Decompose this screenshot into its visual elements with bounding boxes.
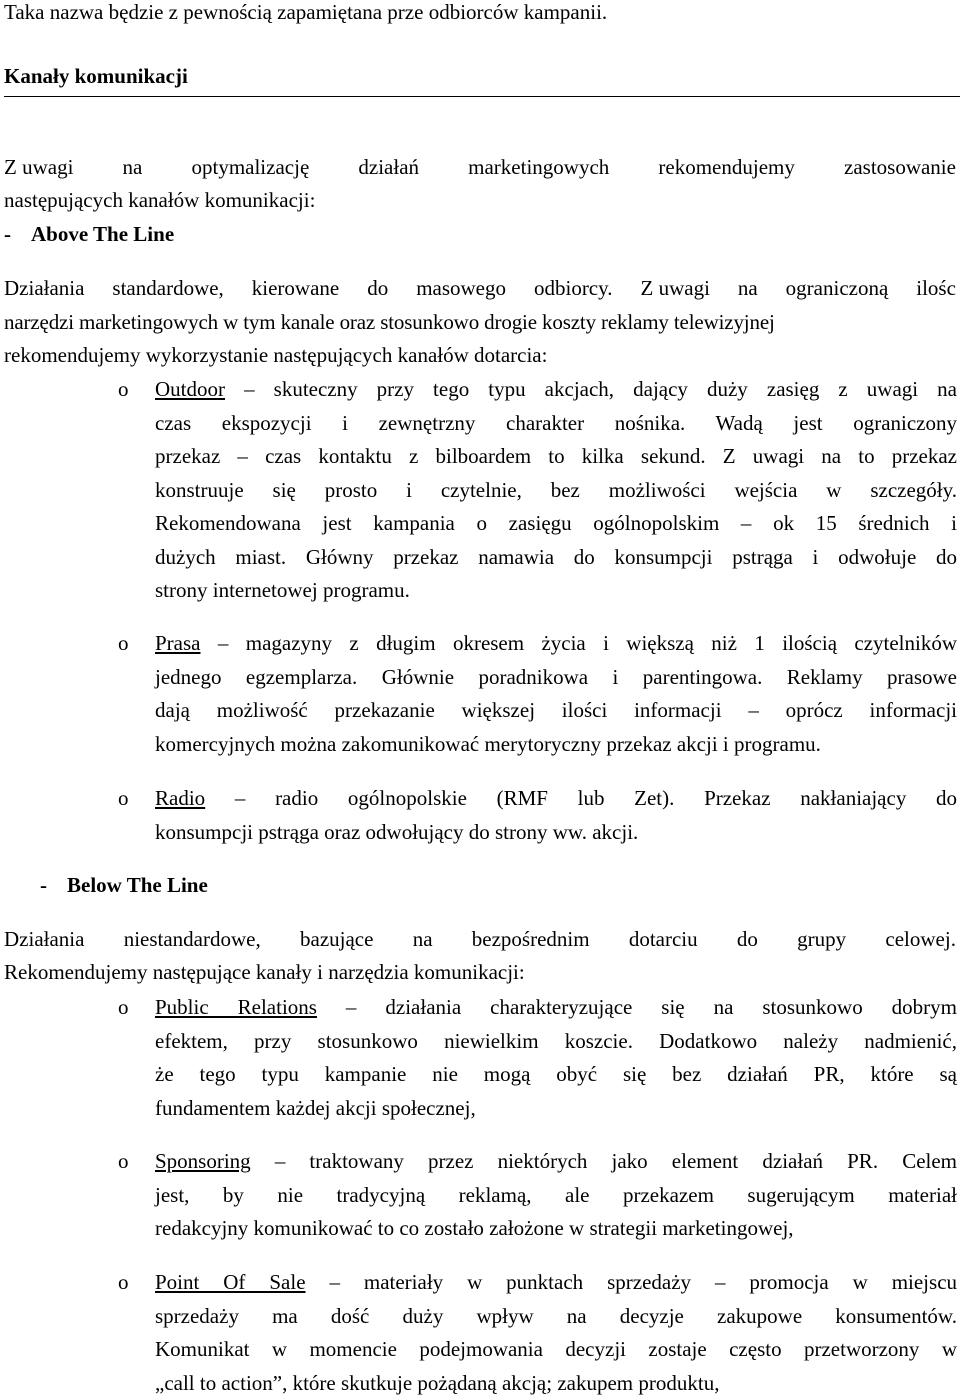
intro-paragraph-line-1: Z uwagi na optymalizację działań marketingowych rekomendujemy zastosowanie [4,155,956,179]
atl-paragraph-line-1: Działania standardowe, kierowane do masowego odbiorcy. Z uwagi na ograniczoną ilośc [4,276,956,300]
atl-title: Above The Line [31,222,175,246]
bullet-radio: o [118,786,129,810]
bullet-public-relations: o [118,995,129,1019]
atl-paragraph-line-2: narzędzi marketingowych w tym kanale oraz stosunkowo drogie koszty reklamy telewizyjnej [4,310,775,334]
btl-dash: - [40,873,47,897]
item-name-outdoor: Outdoor [155,377,225,401]
item-name-radio: Radio [155,786,206,810]
list-item-outdoor: Outdoor – skuteczny przy tego typu akcjach, dający duży zasięg z uwagi na czas ekspozycji i zewnętrzny charakter nośnika. Wadą jest ograniczony przekaz – czas kontaktu z bilboardem to kilka sekund. Z uwagi na to przekaz konstruuje się prosto i czytelnie, bez możliwości wejścia w szczegóły. Rekomendowana jest kampania o zasięgu ogólnopolskim – ok 15 średnich i dużych miast. Główny przekaz namawia do konsumpcji pstrąga i odwołuje do strony internetowej programu. [155,377,957,602]
atl-paragraph-line-3: rekomendujemy wykorzystanie następujących kanałów dotarcia: [4,343,548,367]
item-name-public-relations: Public Relations [155,995,317,1019]
item-name-prasa: Prasa [155,631,201,655]
btl-paragraph-line-2: Rekomendujemy następujące kanały i narzędzia komunikacji: [4,960,525,984]
list-item-prasa: Prasa – magazyny z długim okresem życia i większą niż 1 ilością czytelników jednego egzemplarza. Głównie poradnikowa i parentingowa. Reklamy prasowe dają możliwość przekazanie większej ilości informacji – oprócz informacji komercyjnych można zakomunikować merytoryczny przekaz akcji i programu. [155,631,958,756]
btl-title: Below The Line [67,873,208,897]
list-item-radio: Radio – radio ogólnopolskie (RMF lub Zet). Przekaz nakłaniający do konsumpcji pstrąga oraz odwołujący do strony ww. akcji. [155,786,958,844]
bullet-sponsoring: o [118,1149,129,1173]
atl-heading [4,218,956,252]
list-item-public-relations: Public Relations – działania charakteryzujące się na stosunkowo dobrym efektem, przy stosunkowo niewielkim koszcie. Dodatkowo należy nadmienić, że tego typu kampanie nie mogą obyć się bez działań PR, które są fundamentem każdej akcji społecznej, [155,995,957,1120]
intro-line: Taka nazwa będzie z pewnością zapamiętana prze odbiorców kampanii. [4,0,608,24]
list-item-point-of-sale: Point Of Sale – materiały w punktach sprzedaży – promocja w miejscu sprzedaży ma dość duży wpływ na decyzje zakupowe konsumentów. Komunikat w momencie podejmowania decyzji zostaje często przetworzony w „call to action”, które skutkuje pożądaną akcją; zakupem produktu, [155,1270,958,1395]
btl-paragraph-line-1: Działania niestandardowe, bazujące na bezpośrednim dotarciu do grupy celowej. [4,927,956,951]
bullet-prasa: o [118,631,129,655]
list-item-sponsoring: Sponsoring – traktowany przez niektórych jako element działań PR. Celem jest, by nie tradycyjną reklamą, ale przekazem sugerującym materiał redakcyjny komunikować to co zostało założone w strategii marketingowej, [155,1149,958,1240]
section-heading: Kanały komunikacji [4,64,188,88]
intro-paragraph-line-2: następujących kanałów komunikacji: [4,188,316,212]
bullet-outdoor: o [118,377,129,401]
bullet-point-of-sale: o [118,1270,129,1294]
heading-underline [4,96,960,97]
atl-dash: - [4,222,11,246]
item-name-sponsoring: Sponsoring [155,1149,251,1173]
btl-heading [40,869,960,903]
item-name-point-of-sale: Point Of Sale [155,1270,306,1294]
